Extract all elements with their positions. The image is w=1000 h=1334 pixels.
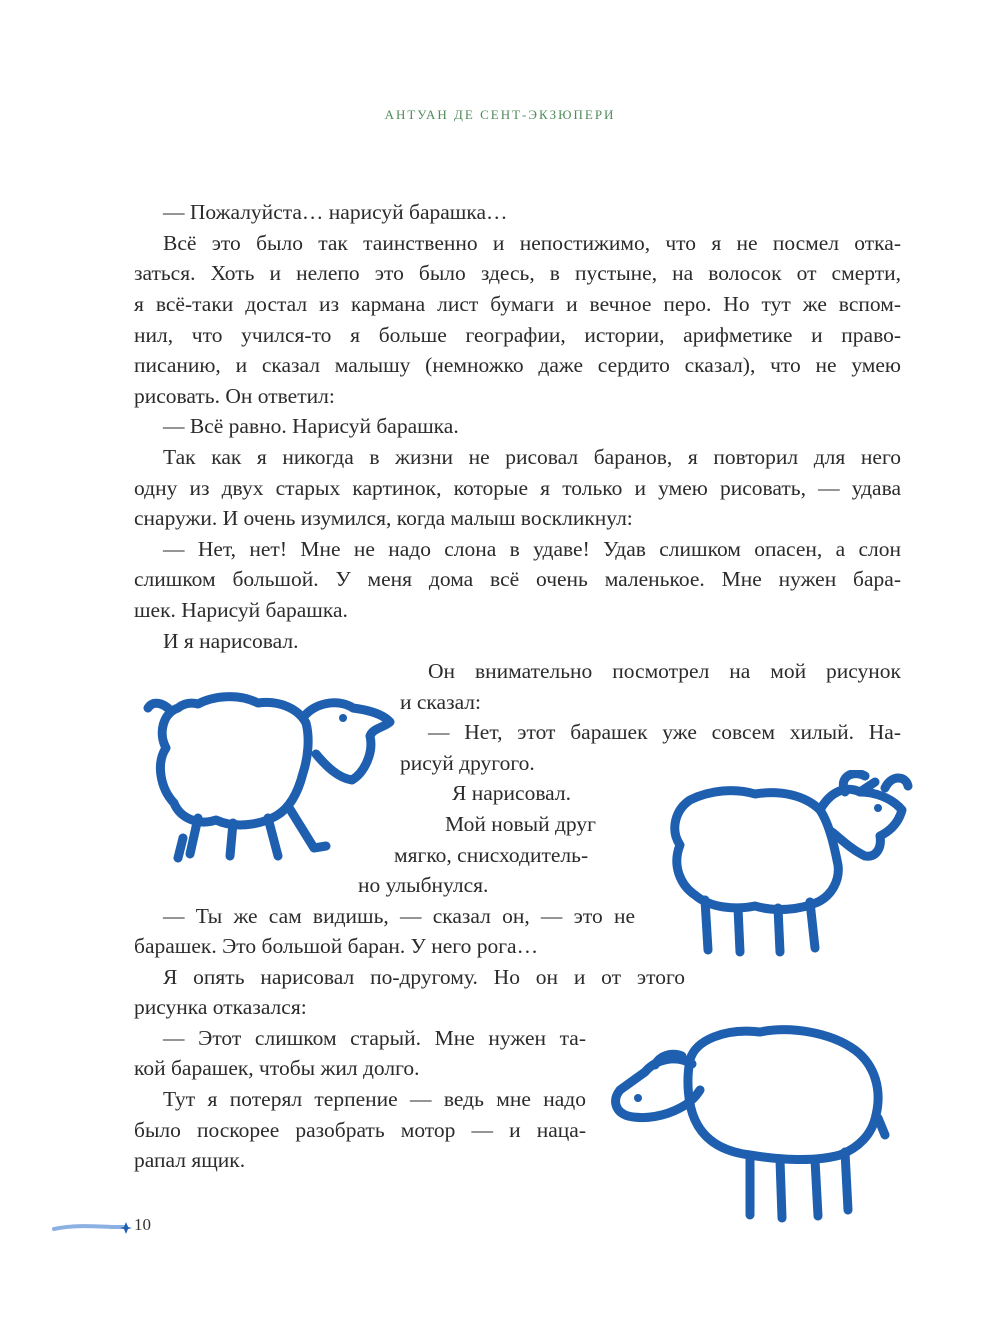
text-line: слишком большой. У меня дома всё очень маленькое. Мне нужен бара- <box>134 567 901 591</box>
text-line: кой барашек, чтобы жил долго. <box>134 1056 420 1080</box>
ram-drawing <box>660 770 915 960</box>
page-number: 10 <box>134 1215 151 1234</box>
text-line: Я нарисовал. <box>452 781 572 805</box>
text-line: Всё это было так таинственно и непостижимо, что я не посмел отка- <box>163 231 901 255</box>
text-line: рисунка отказался: <box>134 995 307 1019</box>
text-line: — Этот слишком старый. Мне нужен та- <box>163 1026 586 1050</box>
text-line: Я опять нарисовал по-другому. Но он и от этого <box>163 965 685 989</box>
text-line: рисовать. Он ответил: <box>134 384 335 408</box>
text-line: было поскорее разобрать мотор — и нaца- <box>134 1118 586 1142</box>
text-line: — Пожалуйста… нарисуй барашка… <box>163 200 508 224</box>
sheep-drawing-1 <box>138 678 398 878</box>
text-line: я всё-таки достал из кармана лист бумаги и вечное перо. Но тут же вспом- <box>134 292 901 316</box>
text-line: и сказал: <box>400 690 482 714</box>
text-line: снаружи. И очень изумился, когда малыш воскликнул: <box>134 506 633 530</box>
text-line: рапал ящик. <box>134 1148 246 1172</box>
text-line: но улыбнулся. <box>358 873 489 897</box>
text-line: барашек. Это большой баран. У него рога… <box>134 934 539 958</box>
text-line: — Всё равно. Нарисуй барашка. <box>163 414 459 438</box>
text-line: Мой новый друг <box>445 812 596 836</box>
text-line: заться. Хоть и нелепо это было здесь, в пустыне, на волосок от смерти, <box>134 261 901 285</box>
text-line: рисуй другого. <box>400 751 535 775</box>
text-line: И я нарисовал. <box>163 629 299 653</box>
wave-ornament-icon <box>52 1218 132 1236</box>
text-line: одну из двух старых картинок, которые я только и умею рисовать, — удава <box>134 476 901 500</box>
text-line: Тут я потерял терпение — ведь мне надо <box>163 1087 586 1111</box>
text-line: писанию, и сказал малышу (немножко даже сердито сказал), что не умею <box>134 353 901 377</box>
text-line: Так как я никогда в жизни не рисовал баранов, я повторил для него <box>163 445 901 469</box>
sheep-drawing-3 <box>600 1020 895 1235</box>
text-line: Он внимательно посмотрел на мой рисунок <box>428 659 901 683</box>
text-line: — Нет, этот барашек уже совсем хилый. На- <box>428 720 901 744</box>
running-header: АНТУАН ДЕ СЕНТ-ЭКЗЮПЕРИ <box>384 107 616 122</box>
text-line: шек. Нарисуй барашка. <box>134 598 348 622</box>
text-line: мягко, снисходитель- <box>394 843 589 867</box>
text-line: нил, что учился-то я больше географии, истории, арифметике и право- <box>134 323 901 347</box>
text-line: — Нет, нет! Мне не надо слона в удаве! Удав слишком опасен, а слон <box>163 537 901 561</box>
text-line: — Ты же сам видишь, — сказал он, — это не <box>163 904 635 928</box>
